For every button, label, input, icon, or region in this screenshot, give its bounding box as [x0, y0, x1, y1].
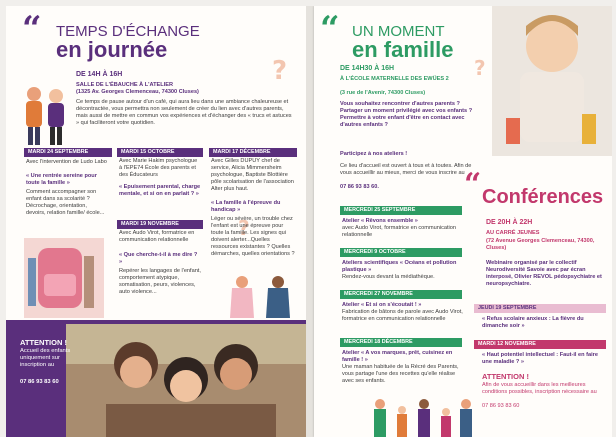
left-intro: Ce temps de pause autour d'un café, qui aura lieu dans une ambiance chaleureuse et décontractée, vous permettra non seulement de créer du lien avec d'autres parents, mais aussi de mettre en commun vos expériences et d'échanger des « trucs et astuces » qui faciliteront votre quotidien.: [76, 99, 292, 126]
left-event1-date: MARDI 24 SEPTEMBRE: [24, 148, 112, 157]
atelier1-title: Atelier « Rêvons ensemble »: [342, 218, 418, 224]
left-event3-title: « La famille à l'épreuve du handicap »: [211, 200, 281, 213]
left-event2-title: « Epuisement parental, charge mentale, et si on en parlait ? »: [119, 184, 201, 197]
question-mark-icon: ?: [272, 56, 288, 86]
atelier4-title: Atelier « A vos marques, prêt, cuisinez en famille ! »: [342, 350, 453, 363]
question-mark-icon: ?: [238, 216, 250, 240]
conf-address: (72 Avenue Georges Clemenceau, 74300, Cluses): [486, 238, 595, 251]
conf2-title: « Haut potentiel intellectuel : Faut-il en faire une maladie ? »: [482, 352, 598, 365]
conf-attention-title: ATTENTION !: [482, 372, 529, 381]
atelier2-desc: Rendez-vous devant la médiathèque.: [342, 274, 435, 280]
atelier3-title: Atelier « Et si on s'écoutait ! »: [342, 302, 422, 308]
atelier4-desc: Une maman habituée de la Récré des Parents, vous partage l'une des recettes qu'elle réalise avec ses enfants.: [342, 364, 459, 384]
left-event4-desc: Repérer les langages de l'enfant, comportement atypique, somatisation, peurs, violences, auto violence...: [119, 268, 201, 295]
left-event4-title: « Que cherche-t-il à me dire ? »: [119, 252, 198, 265]
atelier2-title: Ateliers scientifiques « Océans et pollution plastique »: [342, 260, 457, 273]
question-mark-icon: ?: [474, 56, 486, 80]
left-title-line2: en journée: [56, 37, 168, 62]
family-illustration: [366, 396, 476, 437]
family-photo: [66, 324, 306, 437]
right-questions: Vous souhaitez rencontrer d'autres parents ? Partager un moment privilégié avec vos enfants ? Permettre à votre enfant d'être en contact avec d'autres enfants ?: [340, 101, 473, 128]
right-title-line2: en famille: [352, 37, 454, 62]
left-event2-with: Avec Marie Hakim psychologue à l'EPE74 École des parents et des Éducateurs: [119, 158, 198, 178]
conf-attention-text: Afin de vous accueillir dans les meilleures conditions possibles, inscription nécessaire au: [482, 382, 597, 395]
left-title-line1: TEMPS D'ÉCHANGE: [56, 23, 200, 40]
left-event2-date: MARDI 15 OCTOBRE: [117, 148, 203, 157]
left-event4-with: Avec Audo Virot, formatrice en communication relationnelle: [119, 230, 195, 243]
left-page: [6, 6, 306, 437]
right-time: DE 14H30 À 16H: [340, 65, 395, 72]
left-event1-desc: Comment accompagner son enfant dans sa scolarité ? Décrochage, orientation, devoirs, relation famille/ école...: [26, 189, 105, 216]
atelier4-date: MERCREDI 18 DÉCEMBRE: [340, 338, 462, 347]
left-attention-phone: 07 86 93 83 60: [20, 379, 59, 385]
thinking-people-illustration: [216, 274, 302, 318]
conf1-date: JEUDI 19 SEPTEMBRE: [474, 304, 606, 313]
parents-illustration: [18, 84, 72, 146]
atelier3-date: MERCREDI 27 NOVEMBRE: [340, 290, 462, 299]
conf-attention-phone: 07 86 93 83 60: [482, 403, 520, 409]
atelier2-date: MERCREDI 9 OCTOBRE: [340, 248, 462, 257]
quote-mark-icon: “: [464, 167, 482, 202]
left-event1-title: « Une rentrée sereine pour toute la famille »: [26, 173, 97, 186]
conf-title: Conférences: [482, 186, 604, 208]
quote-mark-icon: “: [320, 9, 340, 49]
left-event3-date: MARDI 17 DÉCEMBRE: [209, 148, 297, 157]
quote-mark-icon: “: [22, 9, 42, 49]
right-page: [314, 6, 612, 437]
atelier3-desc: Fabrication de bâtons de parole avec Audo Virot, formatrice en communication relationnelle: [342, 309, 463, 322]
left-attention-title: ATTENTION !: [20, 338, 67, 347]
atelier1-date: MERCREDI 25 SEPTEMBRE: [340, 206, 462, 215]
page-fold: [306, 6, 314, 437]
conf2-date: MARDI 12 NOVEMBRE: [474, 340, 606, 349]
left-event1-with: Avec l'intervention de Ludo Labo: [26, 159, 107, 165]
right-join: Participez à nos ateliers !: [340, 151, 408, 157]
left-event4-date: MARDI 19 NOVEMBRE: [117, 220, 203, 229]
right-welcome: Ce lieu d'accueil est ouvert à tous et à toutes. Afin de vous accueillir au mieux, merci de vous inscrire au: [340, 163, 472, 176]
left-address: (1325 Av. Georges Clemenceau, 74300 Cluses): [76, 89, 199, 95]
right-address: (3 rue de l'Avenir, 74300 Cluses): [340, 90, 426, 96]
brochure-spread: [6, 6, 612, 437]
conf-intro: Webinaire organisé par le collectif Neurodiversité Savoie avec par écran interposé, Olivier REVOL pédopsychiatre et neuropsychiatre.: [486, 260, 602, 287]
right-phone: 07 86 93 83 60.: [340, 184, 379, 190]
left-attention-text: Accueil des enfants uniquement sur inscription au: [20, 348, 71, 368]
left-place: SALLE DE L'ÉBAUCHE À L'ATELIER: [76, 82, 174, 88]
conf-time: DE 20H À 22H: [486, 219, 533, 226]
right-title-line1: UN MOMENT: [352, 23, 445, 40]
conf1-title: « Refus scolaire anxieux : La fièvre du dimanche soir »: [482, 316, 584, 329]
left-time: DE 14H À 16H: [76, 71, 123, 78]
child-backpack-photo: [24, 238, 104, 318]
child-playing-photo: [492, 6, 612, 156]
conf-place: AU CARRÉ JEUNES: [486, 230, 540, 236]
left-event3-with: Avec Gilles DUPUY chef de service, Alicia Mimmersheim psychologue, Baptiste Blottière pôle scolarisation de l'association Alter plus haut.: [211, 158, 294, 192]
left-event3-desc: Léger ou sévère, un trouble chez l'enfant est une épreuve pour toute la famille. Les signes qui doivent alerter...Quelles ressources existantes ? Quelles démarches, quelles orientations ?: [211, 216, 295, 257]
atelier1-desc: avec Audo Virot, formatrice en communication relationnelle: [342, 225, 457, 238]
right-place: À L'ÉCOLE MATERNELLE DES EWÜES 2: [340, 76, 449, 82]
